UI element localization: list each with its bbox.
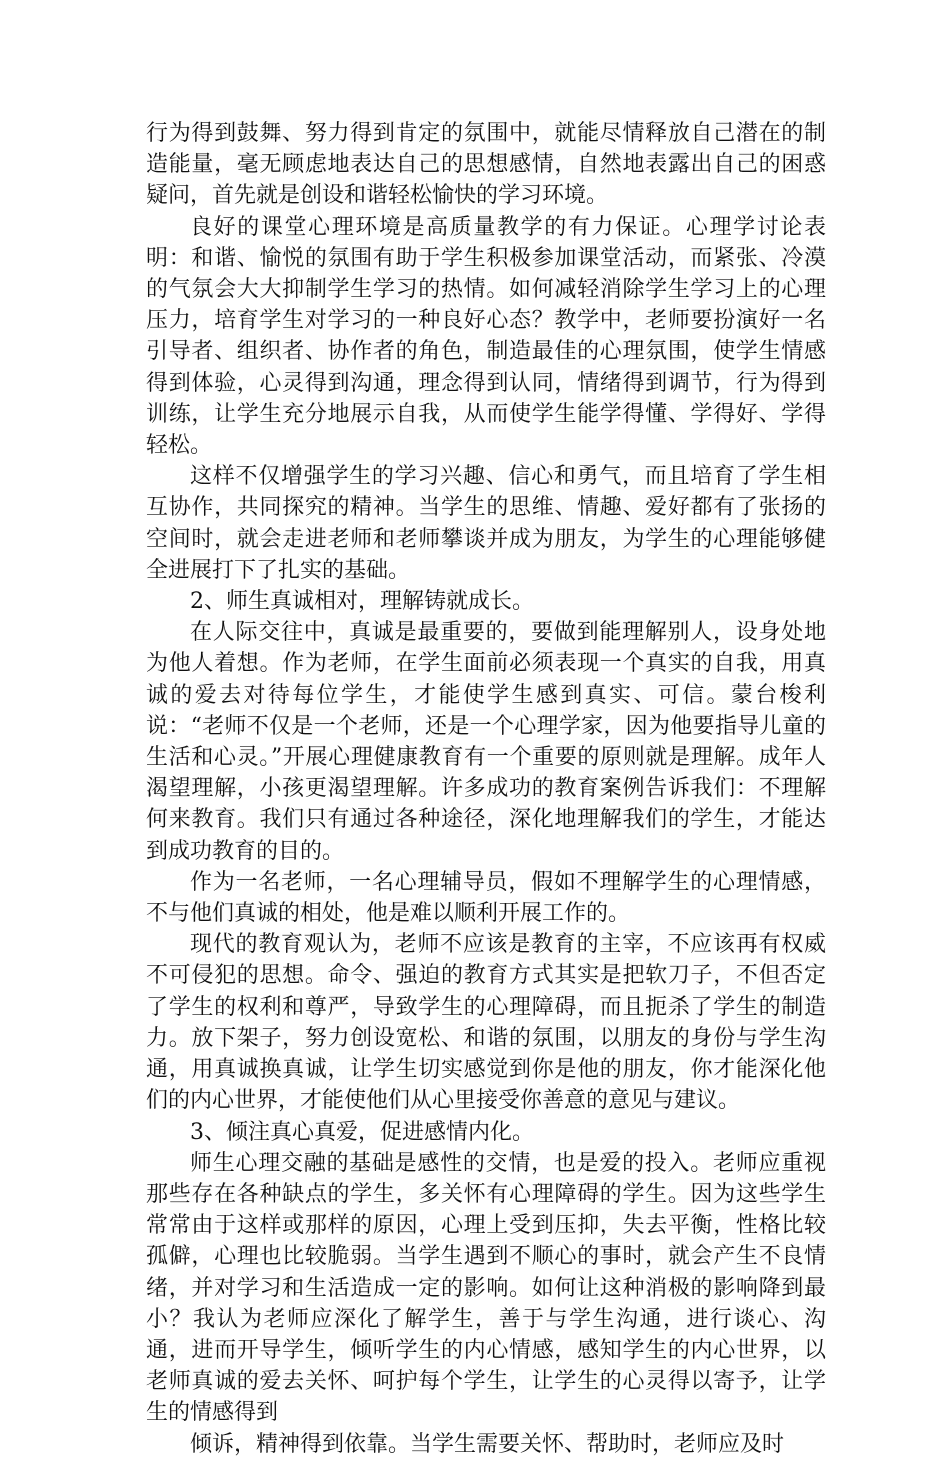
paragraph-2: 良好的课堂心理环境是高质量教学的有力保证。心理学讨论表明：和谐、愉悦的氛围有助于学生积极参加课堂活动，而紧张、冷漠的气氛会大大抑制学生学习的热情。如何减轻消除学生学习上的心理压力，培育学生对学习的一种良好心态？教学中，老师要扮演好一名引导者、组织者、协作者的角色，制造最佳的心理氛围，使学生情感得到体验，心灵得到沟通，理念得到认同，情绪得到调节，行为得到训练，让学生充分地展示自我，从而使学生能学得懂、学得好、学得轻松。: [146, 214, 826, 459]
paragraph-1: 行为得到鼓舞、努力得到肯定的氛围中，就能尽情释放自己潜在的制造能量，毫无顾虑地表达自己的思想感情，自然地表露出自己的困惑疑问，首先就是创设和谐轻松愉快的学习环境。: [146, 121, 826, 209]
paragraph-5: 在人际交往中，真诚是最重要的，要做到能理解别人，设身处地为他人着想。作为老师，在学生面前必须表现一个真实的自我，用真诚的爱去对待每位学生，才能使学生感到真实、可信。蒙台梭利说：“老师不仅是一个老师，还是一个心理学家，因为他要指导儿童的生活和心灵。”开展心理健康教育有一个重要的原则就是理解。成年人渴望理解，小孩更渴望理解。许多成功的教育案例告诉我们：不理解何来教育。我们只有通过各种途径，深化地理解我们的学生，才能达到成功教育的目的。: [146, 620, 826, 864]
paragraph-6: 作为一名老师，一名心理辅导员，假如不理解学生的心理情感，不与他们真诚的相处，他是难以顺利开展工作的。: [146, 869, 826, 927]
document-body: [146, 118, 826, 1460]
paragraph-3: 这样不仅增强学生的学习兴趣、信心和勇气，而且培育了学生相互协作，共同探究的精神。当学生的思维、情趣、爱好都有了张扬的空间时，就会走进老师和老师攀谈并成为朋友，为学生的心理能够健全进展打下了扎实的基础。: [146, 464, 826, 583]
section-heading-2: 2、师生真诚相对，理解铸就成长。: [190, 589, 534, 615]
section-heading-3: 3、倾注真心真爱，促进感情内化。: [190, 1119, 534, 1145]
paragraph-7: 现代的教育观认为，老师不应该是教育的主宰，不应该再有权威不可侵犯的思想。命令、强迫的教育方式其实是把软刀子，不但否定了学生的权利和尊严，导致学生的心理障碍，而且扼杀了学生的制造力。放下架子，努力创设宽松、和谐的氛围，以朋友的身份与学生沟通，用真诚换真诚，让学生切实感觉到你是他的朋友，你才能深化他们的内心世界，才能使他们从心里接受你善意的意见与建议。: [146, 932, 826, 1114]
paragraph-10: 倾诉，精神得到依靠。当学生需要关怀、帮助时，老师应及时: [190, 1431, 785, 1457]
paragraph-9: 师生心理交融的基础是感性的交情，也是爱的投入。老师应重视那些存在各种缺点的学生，多关怀有心理障碍的学生。因为这些学生常常由于这样或那样的原因，心理上受到压抑，失去平衡，性格比较孤僻，心理也比较脆弱。当学生遇到不顺心的事时，就会产生不良情绪，并对学习和生活造成一定的影响。如何让这种消极的影响降到最小？我认为老师应深化了解学生，善于与学生沟通，进行谈心、沟通，进而开导学生，倾听学生的内心情感，感知学生的内心世界，以老师真诚的爱去关怀、呵护每个学生，让学生的心灵得以寄予，让学生的情感得到: [146, 1150, 826, 1426]
